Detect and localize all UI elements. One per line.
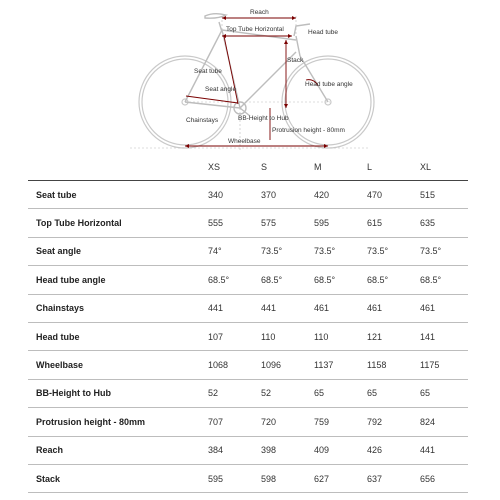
table-row [28, 266, 468, 294]
row-label: Reach [28, 436, 208, 464]
table-cell: 426 [367, 436, 420, 464]
size-header-m: M [314, 153, 367, 181]
table-cell: 141 [420, 322, 468, 350]
table-cell: 656 [420, 464, 468, 492]
row-label: Protrusion height - 80mm [28, 408, 208, 436]
table-row [28, 379, 468, 407]
table-cell: 441 [208, 294, 261, 322]
table-cell: 441 [261, 294, 314, 322]
table-cell: 420 [314, 181, 367, 209]
reach-dimension [222, 16, 296, 20]
stack-dimension [284, 40, 288, 108]
table-cell: 68.5° [314, 266, 367, 294]
table-cell: 555 [208, 209, 261, 237]
table-cell: 73.5° [367, 237, 420, 265]
label-reach: Reach [250, 9, 269, 16]
row-label: Top Tube Horizontal [28, 209, 208, 237]
table-cell: 73.5° [314, 237, 367, 265]
table-cell: 720 [261, 408, 314, 436]
table-cell: 110 [261, 322, 314, 350]
table-row [28, 322, 468, 350]
table-cell: 121 [367, 322, 420, 350]
label-top-tube: Top Tube Horizontal [226, 26, 284, 33]
size-header-l: L [367, 153, 420, 181]
table-row [28, 294, 468, 322]
table-cell: 65 [314, 379, 367, 407]
table-cell: 384 [208, 436, 261, 464]
row-label: Head tube [28, 322, 208, 350]
table-cell: 68.5° [420, 266, 468, 294]
table-row [28, 181, 468, 209]
table-cell: 52 [261, 379, 314, 407]
table-cell: 73.5° [261, 237, 314, 265]
table-cell: 1068 [208, 351, 261, 379]
table-cell: 340 [208, 181, 261, 209]
table-row [28, 351, 468, 379]
table-cell: 68.5° [261, 266, 314, 294]
table-cell: 461 [314, 294, 367, 322]
seat-tube-dimension [224, 36, 238, 104]
table-cell: 1158 [367, 351, 420, 379]
table-row [28, 209, 468, 237]
label-chainstays: Chainstays [186, 117, 219, 124]
table-cell: 1175 [420, 351, 468, 379]
table-row [28, 464, 468, 492]
table-cell: 470 [367, 181, 420, 209]
table-cell: 598 [261, 464, 314, 492]
table-cell: 792 [367, 408, 420, 436]
table-cell: 1137 [314, 351, 367, 379]
label-wheelbase: Wheelbase [228, 138, 261, 145]
row-label: Wheelbase [28, 351, 208, 379]
table-cell: 759 [314, 408, 367, 436]
bike-geometry-diagram [0, 0, 500, 152]
table-cell: 575 [261, 209, 314, 237]
label-seat-angle: Seat angle [205, 86, 237, 93]
table-cell: 637 [367, 464, 420, 492]
geometry-table [28, 153, 468, 493]
label-seat-tube: Seat tube [194, 68, 222, 75]
row-label: Stack [28, 464, 208, 492]
table-cell: 1096 [261, 351, 314, 379]
table-cell: 461 [420, 294, 468, 322]
table-cell: 441 [420, 436, 468, 464]
header-empty-cell [28, 153, 208, 181]
table-cell: 595 [314, 209, 367, 237]
table-cell: 635 [420, 209, 468, 237]
label-head-tube-angle: Head tube angle [305, 81, 353, 88]
size-header-xl: XL [420, 153, 468, 181]
table-cell: 65 [367, 379, 420, 407]
table-body [28, 181, 468, 493]
table-cell: 107 [208, 322, 261, 350]
table-cell: 52 [208, 379, 261, 407]
table-cell: 65 [420, 379, 468, 407]
table-cell: 461 [367, 294, 420, 322]
table-row [28, 237, 468, 265]
table-cell: 707 [208, 408, 261, 436]
label-head-tube: Head tube [308, 29, 338, 36]
table-cell: 615 [367, 209, 420, 237]
row-label: Seat angle [28, 237, 208, 265]
table-cell: 398 [261, 436, 314, 464]
table-cell: 68.5° [208, 266, 261, 294]
header-row [28, 153, 468, 181]
table-cell: 110 [314, 322, 367, 350]
label-stack: Stack [287, 57, 304, 64]
row-label: Seat tube [28, 181, 208, 209]
table-row [28, 436, 468, 464]
table-cell: 409 [314, 436, 367, 464]
row-label: BB-Height to Hub [28, 379, 208, 407]
table-row [28, 408, 468, 436]
table-cell: 627 [314, 464, 367, 492]
size-header-s: S [261, 153, 314, 181]
table-cell: 595 [208, 464, 261, 492]
table-cell: 74° [208, 237, 261, 265]
row-label: Head tube angle [28, 266, 208, 294]
table-cell: 73.5° [420, 237, 468, 265]
table-header [28, 153, 468, 181]
row-label: Chainstays [28, 294, 208, 322]
size-header-xs: XS [208, 153, 261, 181]
label-protrusion: Protrusion height - 80mm [272, 127, 345, 134]
table-cell: 68.5° [367, 266, 420, 294]
table-cell: 515 [420, 181, 468, 209]
geometry-table-container [28, 153, 468, 493]
table-cell: 370 [261, 181, 314, 209]
label-bb-height: BB-Height to Hub [238, 115, 289, 122]
table-cell: 824 [420, 408, 468, 436]
